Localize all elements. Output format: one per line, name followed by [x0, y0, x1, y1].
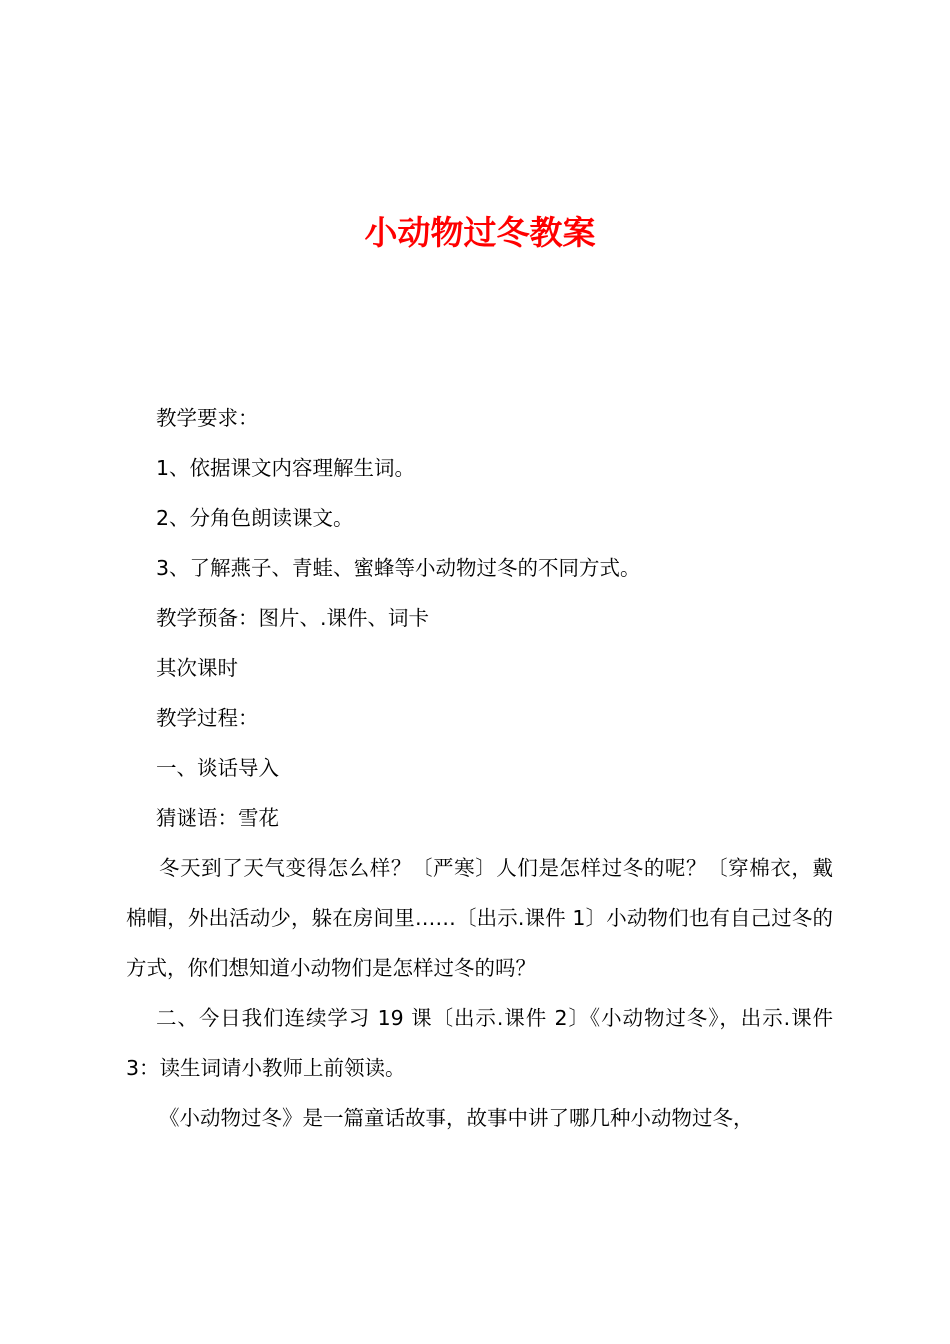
text-line-riddle: 猜谜语：雪花: [156, 806, 279, 830]
text-line-requirement-1: 1、依据课文内容理解生词。: [156, 456, 416, 480]
paragraph-section-two: 二、今日我们连续学习 19 课〔出示.课件 2〕《小动物过冬》，出示.课件 3：读生词请小教师上前领读。: [126, 1006, 833, 1080]
paragraph-winter-intro: 冬天到了天气变得怎么样？〔严寒〕人们是怎样过冬的呢？〔穿棉衣，戴棉帽，外出活动少，躲在房间里……〔出示.课件 1〕小动物们也有自己过冬的方式，你们想知道小动物们是怎样过冬的吗？: [126, 856, 833, 980]
text-line-requirement-2: 2、分角色朗读课文。: [156, 506, 354, 530]
text-line-requirement-3: 3、了解燕子、青蛙、蜜蜂等小动物过冬的不同方式。: [156, 556, 641, 580]
text-line-teaching-requirements: 教学要求：: [156, 406, 259, 430]
paragraph-story-intro: 《小动物过冬》是一篇童话故事，故事中讲了哪几种小动物过冬，: [159, 1106, 754, 1130]
text-line-section-one: 一、谈话导入: [156, 756, 279, 780]
text-line-teaching-process: 教学过程：: [156, 706, 259, 730]
document-body: [126, 393, 833, 1143]
text-line-second-lesson: 其次课时: [156, 656, 238, 680]
document-title: 小动物过冬教案: [364, 213, 596, 252]
text-line-teaching-preparation: 教学预备：图片、.课件、词卡: [156, 606, 430, 630]
